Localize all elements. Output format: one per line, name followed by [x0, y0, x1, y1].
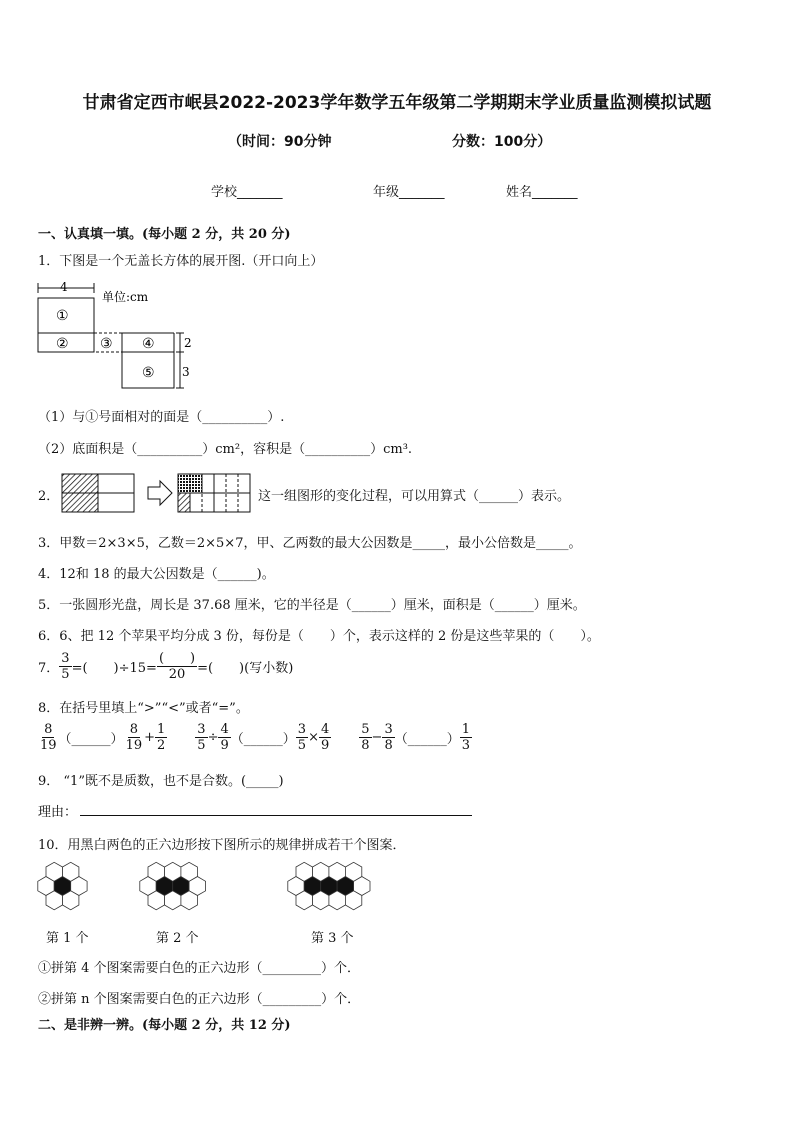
white-hexagon	[296, 891, 313, 910]
question-7	[38, 651, 293, 682]
question-3: 3．甲数＝2×3×5，乙数＝2×5×7，甲、乙两数的最大公因数是_____，最小公倍数是_____。	[38, 536, 582, 551]
dim-right-1: 2	[184, 336, 192, 350]
fraction-shading-figure	[60, 472, 254, 514]
face-5: ⑤	[142, 365, 155, 381]
q8-blank-3: （______）	[394, 732, 460, 747]
white-hexagon	[329, 891, 346, 910]
question-1-2: （2）底面积是（__________）cm²，容积是（__________）cm³.	[38, 442, 413, 457]
unit-label: 单位:cm	[102, 290, 149, 304]
question-8-items: $\frac{8}{19}$ （______） $\frac{8}{19}$ + $\frac{1}{2}$ $\frac{3}{5}$ ÷ $\frac{4}{9}$ （______） $\frac{3}{5}$ × $\frac{4}{9}$ $\frac{5}{8}$ − $\frac{3}{8}$ （______） $\frac{1}{3}$	[40, 722, 471, 753]
white-hexagon	[313, 891, 329, 910]
question-9: 9． “1”既不是质数，也不是合数。(_____)	[38, 774, 284, 789]
q7-fraction-1: $\frac{3}{5}$	[61, 651, 70, 682]
white-hexagon	[46, 891, 63, 910]
q7-text-1: =( )÷15=	[71, 661, 157, 676]
section-2-heading: 二、是非辨一辨。(每小题 2 分，共 12 分)	[38, 1018, 291, 1033]
section-1-heading: 一、认真填一填。(每小题 2 分，共 20 分)	[38, 227, 291, 242]
dim-right-2: 3	[182, 365, 190, 379]
question-6: 6．6、把 12 个苹果平均分成 3 份，每份是（ ）个，表示这样的 2 份是这些苹果的（ ）。	[38, 629, 600, 644]
pattern-label-1: 第 1 个	[46, 931, 89, 946]
question-10-2: ②拼第 n 个图案需要白色的正六边形（_________）个．	[38, 992, 361, 1007]
pattern-label-2: 第 2 个	[156, 931, 199, 946]
white-hexagon	[345, 891, 361, 910]
q7-fraction-2: $\frac{( )}{20}$	[158, 651, 196, 682]
page-title: 甘肃省定西市岷县2022-2023学年数学五年级第二学期期末学业质量监测模拟试题	[82, 93, 712, 113]
white-hexagon	[63, 891, 79, 910]
q7-number: 7．	[38, 661, 60, 676]
face-2: ②	[56, 336, 69, 352]
question-2-text: 这一组图形的变化过程，可以用算式（______）表示。	[258, 489, 571, 504]
question-1-1: （1）与①号面相对的面是（__________）.	[38, 410, 285, 425]
question-1: 1．下图是一个无盖长方体的展开图.（开口向上）	[38, 254, 324, 269]
pattern-label-3: 第 3 个	[311, 931, 354, 946]
question-10: 10．用黑白两色的正六边形按下图所示的规律拼成若干个图案．	[38, 838, 406, 853]
time-label: （时间：90分钟	[228, 134, 332, 150]
hexagon-patterns	[34, 858, 434, 914]
question-8: 8．在括号里填上“>”“<”或者“=”。	[38, 701, 249, 716]
reason-line	[80, 815, 472, 816]
name-field: 姓名_______	[506, 185, 578, 200]
q7-text-2: =( )(写小数)	[197, 661, 294, 676]
question-10-1: ①拼第 4 个图案需要白色的正六边形（_________）个．	[38, 961, 361, 976]
face-3: ③	[100, 336, 113, 352]
white-hexagon	[181, 891, 198, 910]
school-field: 学校_______	[211, 185, 283, 200]
face-4: ④	[142, 336, 155, 352]
white-hexagon	[165, 891, 181, 910]
q8-blank-1: （______）	[58, 732, 124, 747]
arrow-icon	[148, 481, 172, 505]
question-9-reason: 理由：	[38, 805, 78, 820]
q8-blank-2: （______）	[230, 732, 296, 747]
score-label: 分数：100分）	[452, 134, 552, 150]
question-4: 4．12和 18 的最大公因数是（______)。	[38, 567, 275, 582]
white-hexagon	[148, 891, 165, 910]
box-net-figure	[34, 280, 204, 392]
question-2-number: 2．	[38, 489, 60, 504]
face-1: ①	[56, 308, 69, 324]
grade-field: 年级_______	[373, 185, 445, 200]
dim-top: 4	[60, 280, 68, 294]
question-5: 5．一张圆形光盘，周长是 37.68 厘米，它的半径是（______）厘米，面积是（______）厘米。	[38, 598, 586, 613]
